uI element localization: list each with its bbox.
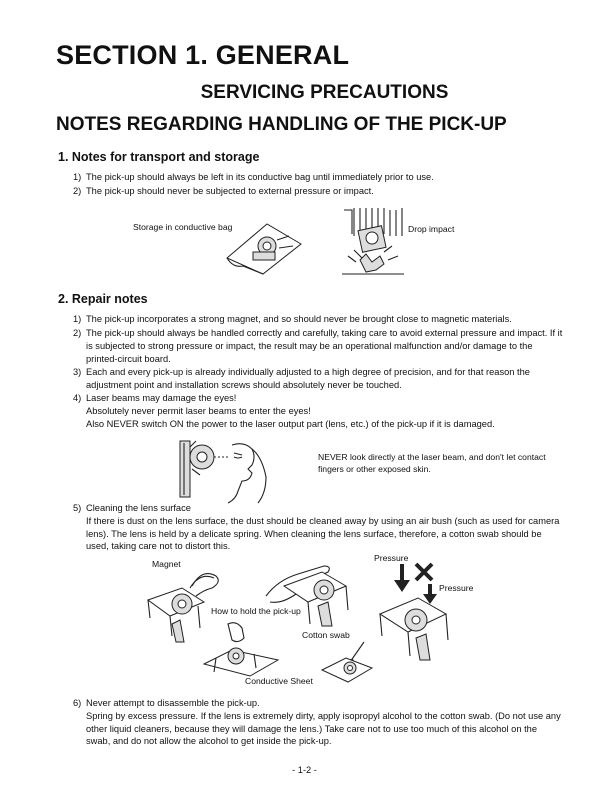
section-title: SECTION 1. GENERAL bbox=[56, 40, 350, 70]
cotton-swab-label: Cotton swab bbox=[302, 630, 350, 640]
item-text: Each and every pick-up is already individually adjusted to a high degree of precision, and for that reason the adjustment point and installation screws should absolutely never be touched. bbox=[86, 367, 530, 390]
item-text: The pick-up should never be subjected to external pressure or impact. bbox=[86, 186, 374, 196]
repair-heading: 2. Repair notes bbox=[58, 292, 148, 306]
pressure-right-label: Pressure bbox=[439, 583, 474, 593]
item-text: The pick-up incorporates a strong magnet, and so should never be brought close to magnetic materials. bbox=[86, 314, 512, 324]
transport-heading: 1. Notes for transport and storage bbox=[58, 150, 260, 164]
repair-item-4 bbox=[73, 392, 563, 430]
cotton-swab-illustration bbox=[320, 640, 380, 684]
repair-item-2 bbox=[73, 327, 563, 365]
conductive-bag-illustration bbox=[223, 218, 305, 276]
magnet-label: Magnet bbox=[152, 559, 181, 569]
how-to-hold-label: How to hold the pick-up bbox=[211, 606, 301, 616]
item-text: The pick-up should always be left in its conductive bag until immediately prior to use. bbox=[86, 172, 434, 182]
item-number: 5) bbox=[73, 503, 82, 513]
item-number: 1) bbox=[73, 172, 82, 182]
repair-item-1 bbox=[73, 313, 563, 326]
item-number: 2) bbox=[73, 328, 82, 338]
item-text-line-2: Spring by excess pressure. If the lens is extremely dirty, apply isopropyl alcohol to the cotton swab. (Do not use any other liquid cleaners, because they will damage the lens.) Take care not to use too much of this alcohol on the swab, and do not allow the alcohol to get inside the pick-up. bbox=[86, 710, 561, 747]
item-text: The pick-up should always be handled correctly and carefully, taking care to avoid external pressure and impact. If it is subjected to strong pressure or impact, the result may be an operational malfunction and/or damage to the printed-circuit board. bbox=[86, 328, 563, 364]
item-text: Laser beams may damage the eyes! bbox=[86, 393, 237, 403]
item-number: 2) bbox=[73, 186, 82, 196]
conductive-sheet-label: Conductive Sheet bbox=[245, 676, 313, 686]
repair-item-6 bbox=[73, 697, 563, 748]
laser-note: NEVER look directly at the laser beam, and don't let contact fingers or other exposed skin. bbox=[318, 452, 546, 474]
page-subtitle: SERVICING PRECAUTIONS bbox=[200, 82, 449, 103]
repair-item-3 bbox=[73, 366, 563, 392]
item-text: Never attempt to disassemble the pick-up. bbox=[86, 698, 260, 708]
laser-eye-illustration bbox=[166, 437, 272, 507]
page-number: - 1-2 - bbox=[292, 765, 317, 775]
item-text: Cleaning the lens surface bbox=[86, 503, 191, 513]
transport-item-2 bbox=[73, 185, 563, 198]
drop-impact-illustration bbox=[340, 206, 406, 276]
repair-item-5 bbox=[73, 502, 563, 553]
storage-label: Storage in conductive bag bbox=[133, 222, 233, 232]
conductive-sheet-illustration bbox=[202, 620, 282, 678]
item-text-line-2: If there is dust on the lens surface, the dust should be cleaned away by using an air bush (such as used for camera lens). The lens is held by a delicate spring. When cleaning the lens surface, therefore, a cotton swab should be used, taking care not to distort this. bbox=[86, 515, 560, 552]
pressure-top-label: Pressure bbox=[374, 553, 409, 563]
page-heading: NOTES REGARDING HANDLING OF THE PICK-UP bbox=[56, 114, 507, 135]
pressure-pickup-illustration bbox=[370, 560, 460, 668]
item-number: 6) bbox=[73, 698, 82, 708]
item-number: 1) bbox=[73, 314, 82, 324]
item-text-line-2: Absolutely never permit laser beams to enter the eyes! bbox=[86, 405, 311, 416]
drop-impact-label: Drop impact bbox=[408, 224, 455, 234]
item-number: 3) bbox=[73, 367, 82, 377]
transport-item-1 bbox=[73, 171, 563, 184]
item-number: 4) bbox=[73, 393, 82, 403]
item-text-line-3: Also NEVER switch ON the power to the laser output part (lens, etc.) of the pick-up if it is damaged. bbox=[86, 418, 495, 429]
